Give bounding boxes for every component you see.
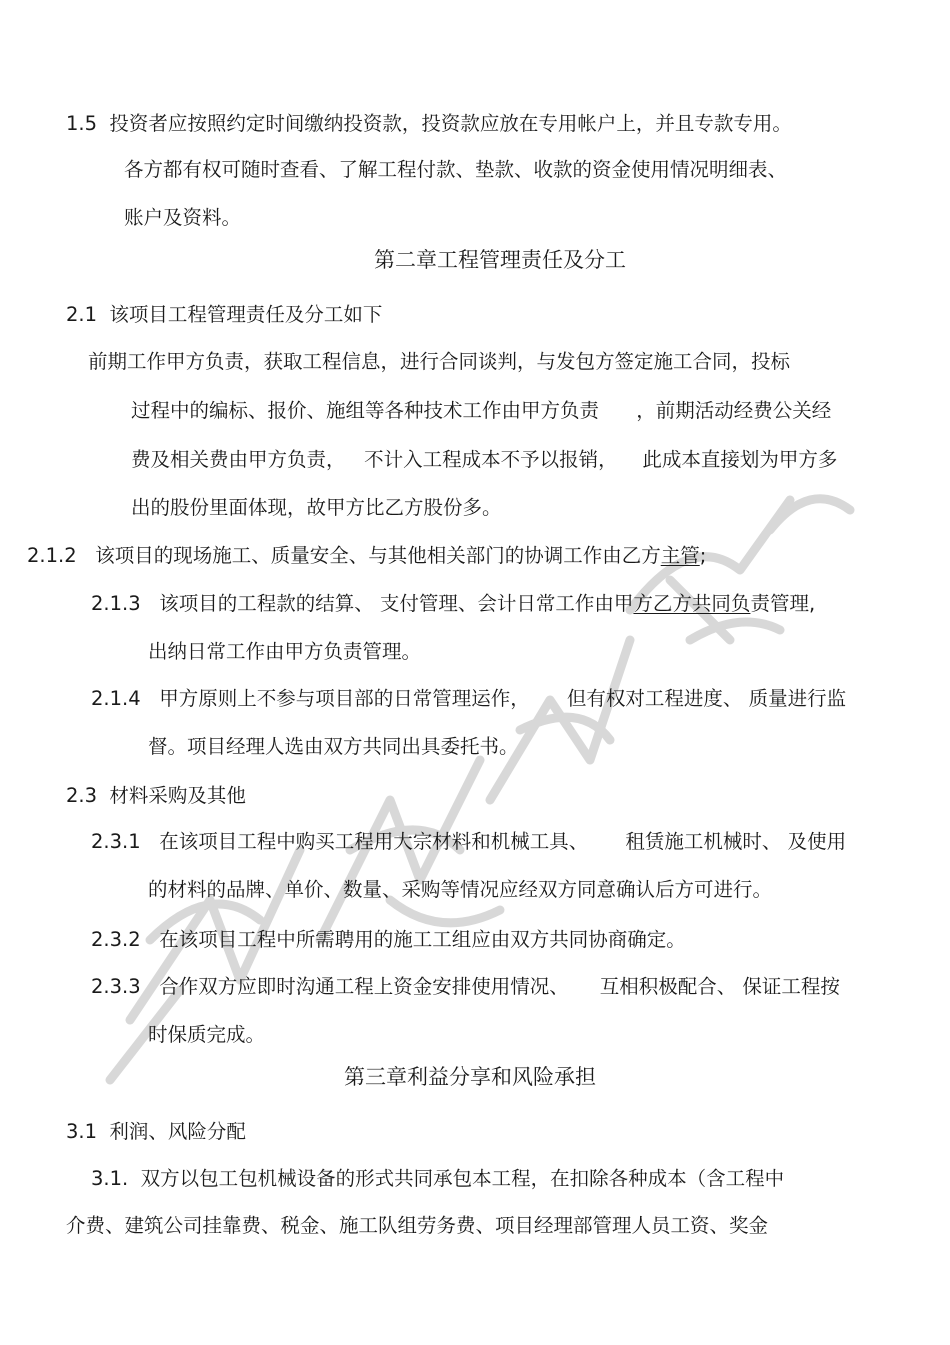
para-2-1-4-line2: 督。项目经理人选由双方共同出具委托书。: [148, 735, 519, 758]
para-2-3-2-line1: 2.3.2 在该项目工程中所需聘用的施工工组应由双方共同协商确定。: [91, 928, 686, 951]
section-2-1-heading: 2.1 该项目工程管理责任及分工如下: [66, 303, 383, 326]
para-2-1-2-end: ;: [699, 544, 707, 567]
para-2-1-1-line4: 出的股份里面体现，故甲方比乙方股份多。: [131, 496, 502, 519]
para-2-1-2-underlined: 主管: [660, 544, 700, 567]
chapter-3-title: 第三章利益分享和风险承担: [344, 1065, 596, 1089]
para-2-1-3-line1: [91, 594, 815, 614]
para-2-1-3-line2: 出纳日常工作由甲方负责管理。: [148, 640, 422, 663]
para-2-1-2-line1: [27, 546, 706, 566]
para-3-1-1-line1: 3.1. 双方以包工包机械设备的形式共同承包本工程，在扣除各种成本（含工程中: [91, 1167, 785, 1190]
para-2-1-3-underlined: 方乙方共同负: [633, 592, 751, 615]
para-2-3-3-line2: 时保质完成。: [148, 1023, 266, 1046]
para-1-5-line3: 账户及资料。: [124, 206, 242, 229]
para-2-1-1-line1: 前期工作甲方负责，获取工程信息，进行合同谈判，与发包方签定施工合同，投标: [88, 350, 791, 373]
para-2-1-2-text: 2.1.2 该项目的现场施工、质量安全、与其他相关部门的协调工作由乙方: [27, 544, 661, 567]
para-2-1-1-line2: 过程中的编标、报价、施组等各种技术工作由甲方负责 ，前期活动经费公关经: [131, 399, 832, 422]
section-2-3-heading: 2.3 材料采购及其他: [66, 784, 246, 807]
para-3-1-1-line2: 介费、建筑公司挂靠费、税金、施工队组劳务费、项目经理部管理人员工资、奖金: [66, 1214, 769, 1237]
para-2-3-1-line1: 2.3.1 在该项目工程中购买工程用大宗材料和机械工具、 租赁施工机械时、 及使用: [91, 830, 847, 853]
para-2-1-3-end: 责管理,: [750, 592, 816, 615]
chapter-2-title: 第二章工程管理责任及分工: [374, 248, 626, 272]
section-3-1-heading: 3.1 利润、风险分配: [66, 1120, 246, 1143]
para-1-5-line2: 各方都有权可随时查看、了解工程付款、垫款、收款的资金使用情况明细表、: [124, 158, 788, 181]
para-2-1-1-line3: 费及相关费由甲方负责， 不计入工程成本不予以报销， 此成本直接划为甲方多: [131, 448, 838, 471]
para-1-5-line1: 1.5 投资者应按照约定时间缴纳投资款，投资款应放在专用帐户上，并且专款专用。: [66, 112, 792, 135]
para-2-1-3-text: 2.1.3 该项目的工程款的结算、 支付管理、会计日常工作由甲: [91, 592, 634, 615]
para-2-1-4-line1: 2.1.4 甲方原则上不参与项目部的日常管理运作， 但有权对工程进度、 质量进行监: [91, 687, 847, 710]
para-2-3-3-line1: 2.3.3 合作双方应即时沟通工程上资金安排使用情况、 互相积极配合、 保证工程按: [91, 975, 840, 998]
para-2-3-1-line2: 的材料的品牌、单价、数量、采购等情况应经双方同意确认后方可进行。: [148, 878, 773, 901]
